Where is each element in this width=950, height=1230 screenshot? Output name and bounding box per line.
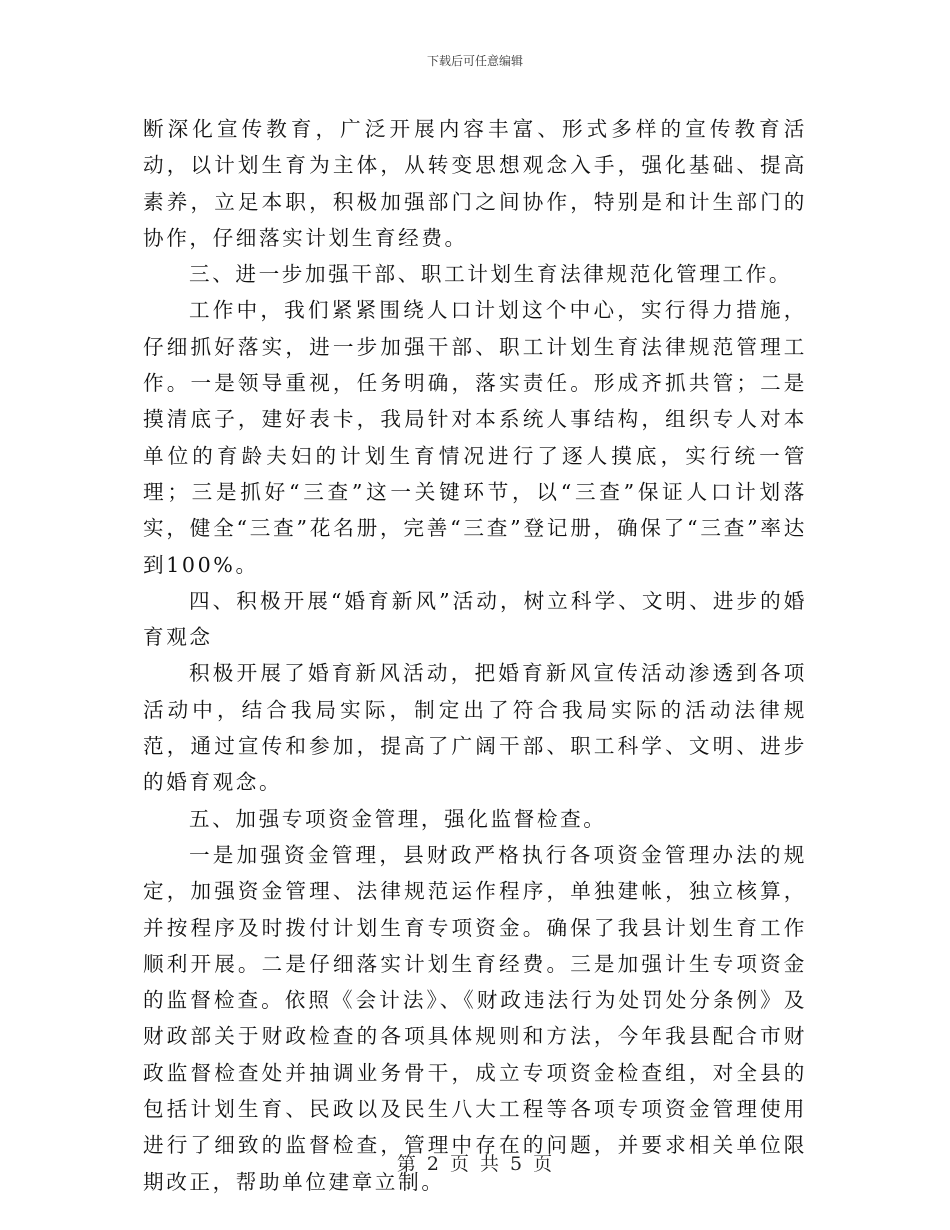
- section-heading-three: 三、进一步加强干部、职工计划生育法律规范化管理工作。: [189, 262, 793, 287]
- page-header: 下载后可任意编辑: [426, 54, 523, 68]
- paragraph-section-five-body: 一是加强资金管理，县财政严格执行各项资金管理办法的规定，加强资金管理、法律规范运作程序，单独建帐，独立核算，并按程序及时拨付计划生育专项资金。确保了我县计划生育工作顺利开展。二是仔细落实计划生育经费。三是加强计生专项资金的监督检查。依照《会计法》、《财政违法行为处罚处分条例》及财政部关于财政检查的各项具体规则和方法，今年我县配合市财政监督检查处并抽调业务骨干，成立专项资金检查组，对全县的包括计划生育、民政以及民生八大工程等各项专项资金管理使用进行了细致的监督检查，管理中存在的问题，并要求相关单位限期改正，帮助单位建章立制。: [143, 842, 807, 1194]
- paragraph-section-four-body: 积极开展了婚育新风活动，把婚育新风宣传活动渗透到各项活动中，结合我局实际，制定出了符合我局实际的活动法律规范，通过宣传和参加，提高了广阔干部、职工科学、文明、进步的婚育观念。: [143, 661, 807, 795]
- page-number-footer: 第 2 页 共 5 页: [396, 1153, 554, 1175]
- paragraph-continuation: 断深化宣传教育，广泛开展内容丰富、形式多样的宣传教育活动，以计划生育为主体，从转变思想观念入手，强化基础、提高素养，立足本职，积极加强部门之间协作，特别是和计生部门的协作，仔细落实计划生育经费。: [143, 117, 807, 250]
- document-body: [143, 111, 807, 1200]
- paragraph-section-three-body: 工作中，我们紧紧围绕人口计划这个中心，实行得力措施，仔细抓好落实，进一步加强干部、职工计划生育法律规范管理工作。一是领导重视，任务明确，落实责任。形成齐抓共管；二是摸清底子，建好表卡，我局针对本系统人事结构，组织专人对本单位的育龄夫妇的计划生育情况进行了逐人摸底，实行统一管理；三是抓好“三查”这一关键环节，以“三查”保证人口计划落实，健全“三查”花名册，完善“三查”登记册，确保了“三查”率达到100%。: [143, 298, 807, 577]
- section-heading-five: 五、加强专项资金管理，强化监督检查。: [189, 806, 607, 831]
- section-heading-four: 四、积极开展“婚育新风”活动，树立科学、文明、进步的婚育观念: [143, 588, 807, 650]
